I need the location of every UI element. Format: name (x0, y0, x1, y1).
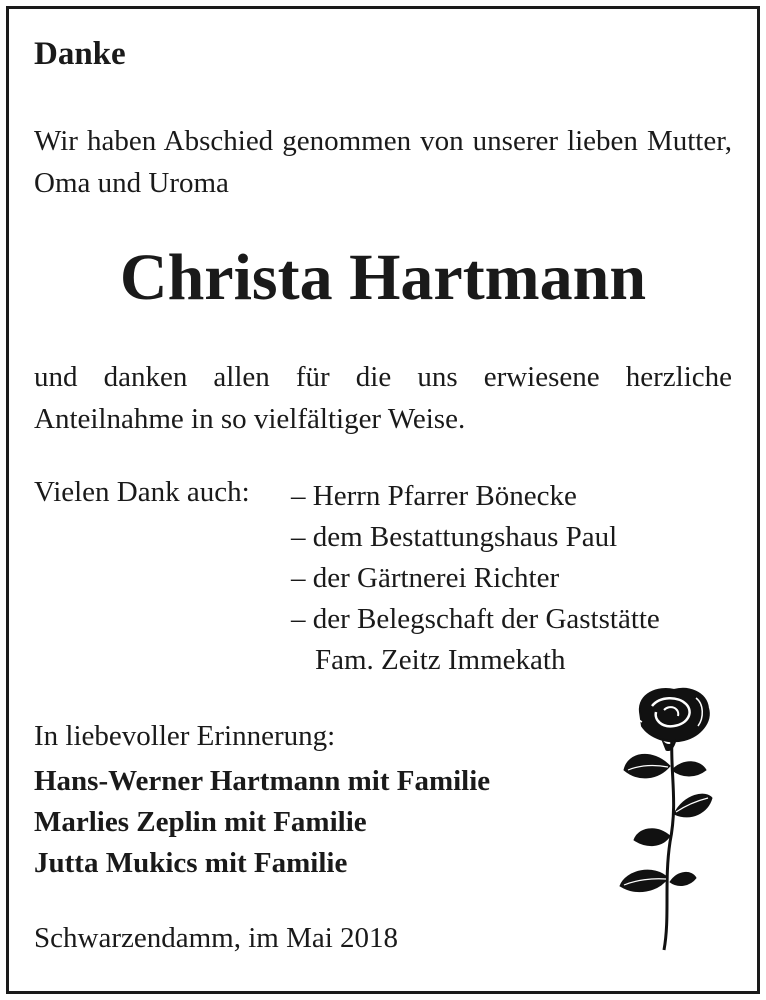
thanks-text: und danken allen für die uns erwiesene herzliche Anteilnahme in so vielfältiger Weise. (34, 361, 732, 435)
notice-heading: Danke (34, 36, 126, 72)
thanks-item: – dem Bestattungshaus Paul (291, 521, 618, 553)
remembrance-label: In liebevoller Erinnerung: (34, 720, 336, 752)
place-date: Schwarzendamm, im Mai 2018 (34, 922, 399, 954)
family-name: Marlies Zeplin mit Familie (34, 806, 367, 838)
rose-icon (612, 682, 722, 954)
deceased-name: Christa Hartmann (119, 241, 647, 314)
special-thanks-list (291, 476, 660, 681)
thanks-item: – der Belegschaft der Gaststätte (291, 603, 660, 635)
special-thanks-label: Vielen Dank auch: (34, 476, 250, 508)
thanks-item: – Herrn Pfarrer Bönecke (291, 480, 577, 512)
thanks-item-continuation: Fam. Zeitz Immekath (315, 644, 566, 676)
family-name: Hans-Werner Hartmann mit Familie (34, 765, 491, 797)
intro-text: Wir haben Abschied genommen von unserer lieben Mutter, Oma und Uroma (34, 125, 732, 199)
thanks-item: – der Gärtnerei Richter (291, 562, 560, 594)
family-name: Jutta Mukics mit Familie (34, 847, 348, 879)
family-list (34, 761, 490, 884)
